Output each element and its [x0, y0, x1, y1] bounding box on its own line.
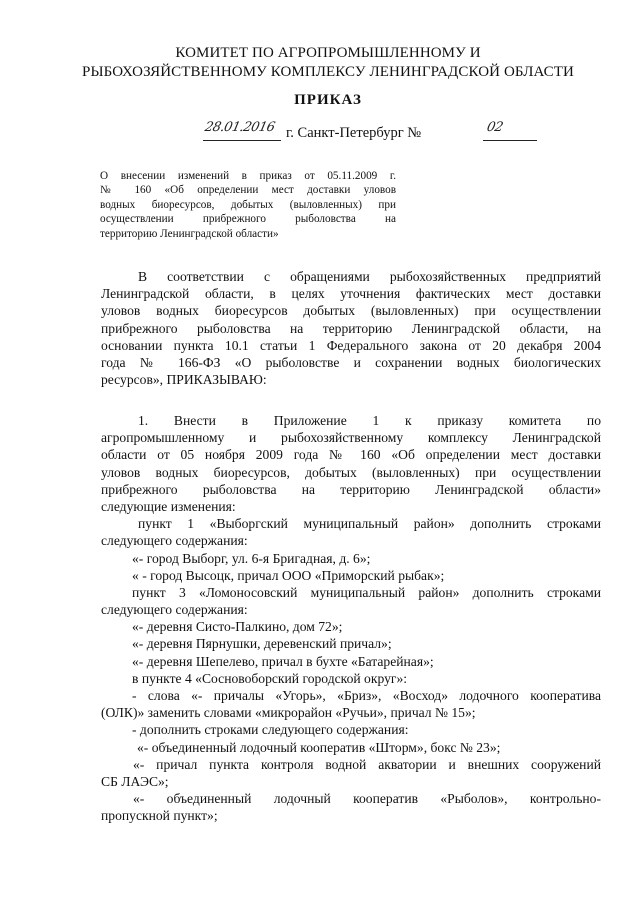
- item-1-paragraph: [101, 412, 601, 825]
- body-line: 1. Внести в Приложение 1 к приказу комитета по: [138, 413, 601, 428]
- body-line: пункт 1 «Выборгский муниципальный район» дополнить строками: [138, 516, 601, 532]
- body-line: прибрежного рыболовства на территорию Ленинградской области, на: [101, 320, 601, 336]
- document-type-title: ПРИКАЗ: [294, 92, 362, 108]
- body-line: Ленинградской области, в целях уточнения фактических мест доставки: [101, 286, 601, 302]
- body-line: уловов водных биоресурсов добытых (выловленных) при осуществлении: [101, 303, 601, 319]
- body-line: года № 166-ФЗ «О рыболовстве и сохранении водных биологических: [101, 354, 601, 370]
- handwritten-number: 02: [485, 120, 505, 135]
- body-line: - слова «- причалы «Угорь», «Бриз», «Восход» лодочного кооператива: [132, 688, 601, 703]
- subject-line: осуществлении прибрежного рыболовства на: [100, 213, 396, 226]
- body-line: в пункте 4 «Сосновоборский городской округ»:: [132, 670, 408, 686]
- body-line: «- деревня Шепелево, причал в бухте «Батарейная»;: [132, 653, 434, 669]
- number-underline: [483, 140, 537, 141]
- body-line: следующего содержания:: [101, 602, 248, 618]
- city-and-number-label: г. Санкт-Петербург №: [286, 125, 422, 141]
- preamble-paragraph: [101, 268, 601, 388]
- body-line: «- объединенный лодочный кооператив «Рыболов», контрольно-: [133, 791, 601, 807]
- body-line: основании пункта 10.1 статьи 1 Федерального закона от 20 декабря 2004: [101, 337, 601, 353]
- body-line: следующие изменения:: [101, 498, 236, 514]
- body-line: агропромышленному и рыбохозяйственному комплексу Ленинградской: [101, 430, 601, 446]
- body-line: - дополнить строками следующего содержания:: [132, 722, 409, 738]
- body-line: СБ ЛАЭС»;: [101, 773, 169, 789]
- body-line: В соответствии с обращениями рыбохозяйственных предприятий: [138, 269, 601, 284]
- body-line: прибрежного рыболовства на территорию Ленинградской области»: [101, 481, 601, 497]
- body-line: пункт 3 «Ломоносовский муниципальный район» дополнить строками: [132, 584, 601, 600]
- committee-name-line2: РЫБОХОЗЯЙСТВЕННОМУ КОМПЛЕКСУ ЛЕНИНГРАДСКОЙ ОБЛАСТИ: [82, 64, 574, 80]
- body-line: «- город Выборг, ул. 6-я Бригадная, д. 6»;: [132, 550, 371, 566]
- date-number-line: [203, 122, 533, 144]
- committee-name-line1: КОМИТЕТ ПО АГРОПРОМЫШЛЕННОМУ И: [175, 45, 481, 61]
- handwritten-date: 28.01.2016: [203, 120, 277, 135]
- subject-line: О внесении изменений в приказ от 05.11.2009 г.: [100, 170, 396, 182]
- body-line: уловов водных биоресурсов, добытых (выловленных) при осуществлении: [101, 464, 601, 480]
- body-line: « - город Высоцк, причал ООО «Приморский рыбак»;: [132, 567, 445, 583]
- order-subject: [100, 169, 396, 241]
- body-line: следующего содержания:: [101, 533, 248, 549]
- body-line: «- деревня Систо-Палкино, дом 72»;: [132, 619, 343, 635]
- subject-line: № 160 «Об определении мест доставки уловов: [100, 184, 396, 197]
- body-line: «- причал пункта контроля водной акватории и внешних сооружений: [133, 756, 601, 772]
- subject-line: территорию Ленинградской области»: [100, 227, 279, 240]
- body-line: «- деревня Пярнушки, деревенский причал»;: [132, 636, 392, 652]
- body-line: (ОЛК)» заменить словами «микрорайон «Ручьи», причал № 15»;: [101, 705, 476, 721]
- body-line: «- объединенный лодочный кооператив «Шторм», бокс № 23»;: [137, 739, 501, 755]
- body-line: ресурсов», ПРИКАЗЫВАЮ:: [101, 372, 267, 388]
- body-line: области от 05 ноября 2009 года № 160 «Об определении мест доставки: [101, 447, 601, 463]
- subject-line: водных биоресурсов, добытых (выловленных) при: [100, 198, 396, 211]
- date-underline: [203, 140, 281, 141]
- body-line: пропускной пункт»;: [101, 808, 218, 824]
